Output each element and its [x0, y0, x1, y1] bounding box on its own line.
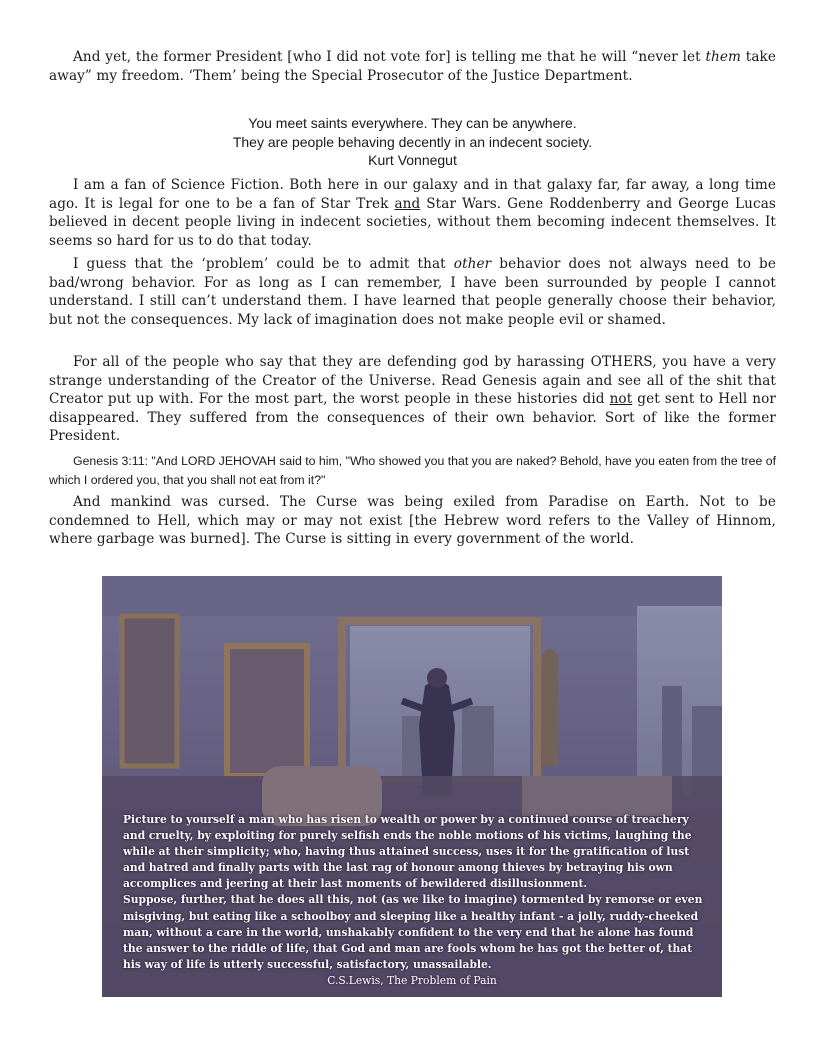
lewis-quote [123, 812, 703, 973]
lewis-quote-paragraph-1: Picture to yourself a man who has risen to wealth or power by a continued course of treachery and cruelty, by exploiting for purely selfish ends the noble motions of his victims, laughing the while at their simplicity; who, having thus attained success, uses it for the gratification of lust and hatred and finally parts with the last rag of honour among thieves by betraying his own accomplices and jeering at their last moments of bewildered disillusionment. [123, 813, 692, 891]
text-run: get sent to Hell nor disappeared. They suffered from the consequences of their own behavior. Sort of like the former President. [49, 391, 776, 445]
paragraph-former-president [49, 48, 776, 85]
emphasis-them: them [705, 49, 742, 65]
text-run: Star Wars. Gene Roddenberry and George Lucas believed in decent people living in indecent societies, without them becoming indecent themselves. It seems so hard for us to do that today. [49, 195, 776, 249]
text-run: behavior does not always need to be bad/wrong behavior. For as long as I can remember, I have been surrounded by people I cannot understand. I still can’t understand them. I have learned that people generally choose their behavior, but not the consequences. My lack of imagination does not make people evil or shamed. [49, 256, 776, 328]
text-run: I am a fan of Science Fiction. Both here in our galaxy and in that galaxy far, far away, a long time ago. It is legal for one to be a fan of Star Trek [49, 177, 776, 212]
text-run: take away” my freedom. ‘Them’ being the Special Prosecutor of the Justice Department. [49, 49, 777, 84]
underlined-and: and [394, 195, 421, 212]
paragraph-problem [49, 255, 776, 329]
quote-line-2: They are people behaving decently in an indecent society. [232, 133, 593, 150]
vonnegut-quote [49, 114, 776, 170]
text-run: I guess that the ‘problem’ could be to admit that [73, 256, 454, 272]
paragraph-defending-god [49, 353, 776, 446]
underlined-not: not [609, 391, 633, 408]
quote-line-1: You meet saints everywhere. They can be anywhere. [248, 115, 577, 131]
paragraph-science-fiction [49, 176, 776, 250]
lewis-citation: C.S.Lewis, The Problem of Pain [327, 974, 497, 987]
quote-author: Kurt Vonnegut [368, 152, 457, 169]
lewis-quote-paragraph-2: Suppose, further, that he does all this, not (as we like to imagine) tormented by remorse or even misgiving, but eating like a schoolboy and sleeping like a healthy infant - a jolly, ruddy-cheeked man, without a care in the world, unshakably confident to the very end that he alone has found the answer to the riddle of life, that God and man are fools whom he has got the better of, that his way of life is utterly successful, satisfactory, unassailable. [123, 893, 703, 971]
text-run: And yet, the former President [who I did not vote for] is telling me that he will “never let [73, 49, 706, 65]
genesis-verse: Genesis 3:11: "And LORD JEHOVAH said to him, "Who showed you that you are naked? Behold, have you eaten from the tree of which I ordered you, that you shall not eat from it?" [49, 454, 776, 487]
quote-photo [102, 576, 722, 997]
emphasis-other: other [453, 256, 492, 272]
paragraph-curse: And mankind was cursed. The Curse was being exiled from Paradise on Earth. Not to be condemned to Hell, which may or may not exist [the Hebrew word refers to the Valley of Hinnom, where garbage was burned]. The Curse is sitting in every government of the world. [49, 494, 776, 548]
text-run: For all of the people who say that they are defending god by harassing OTHERS, you have a very strange understanding of the Creator of the Universe. Read Genesis again and see all of the shit that Creator put up with. For the most part, the worst people in these histories did [49, 354, 776, 408]
